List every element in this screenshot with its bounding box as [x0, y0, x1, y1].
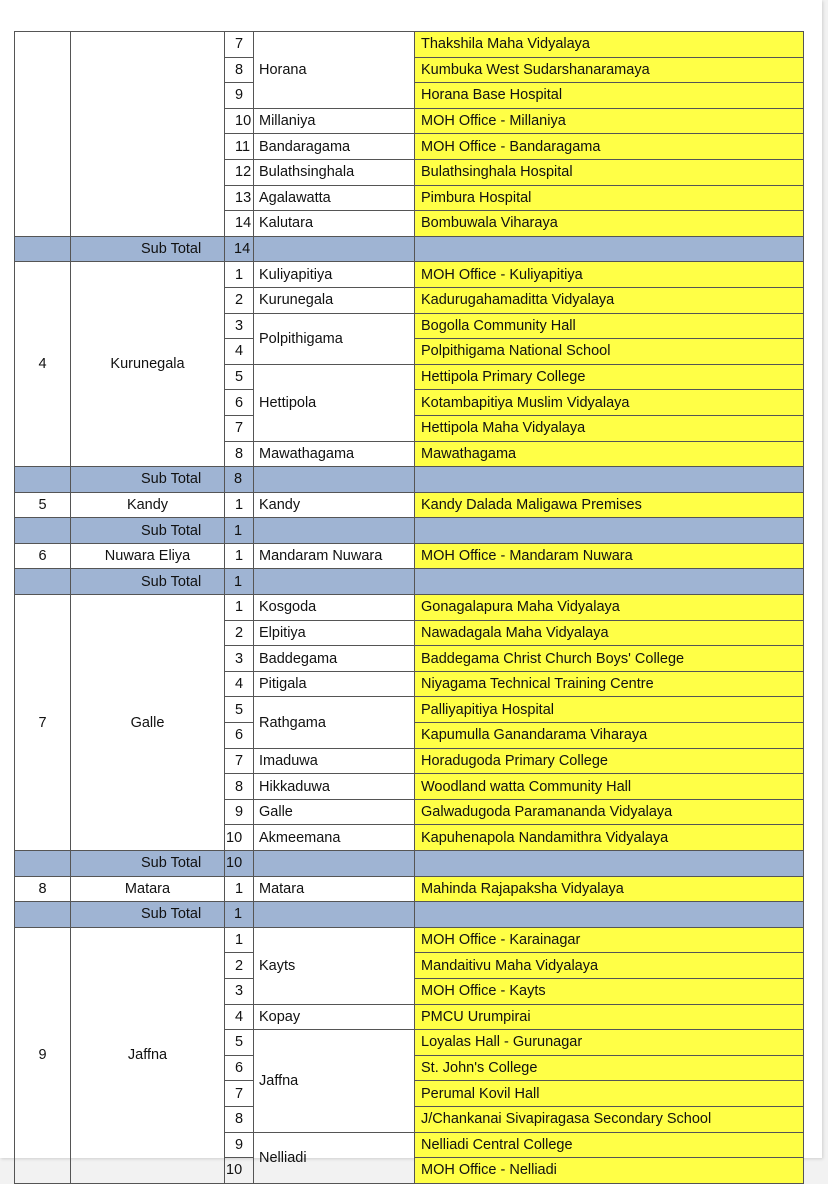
subtotal-spacer [254, 902, 415, 928]
centre-name: J/Chankanai Sivapiragasa Secondary School [415, 1106, 804, 1132]
row-number: 9 [225, 1132, 254, 1158]
moh-area: Kayts [254, 927, 415, 1004]
centre-name: Bulathsinghala Hospital [415, 159, 804, 185]
subtotal-label: Sub Total [71, 902, 225, 928]
centre-name: PMCU Urumpirai [415, 1004, 804, 1030]
row-number: 4 [225, 671, 254, 697]
row-number: 1 [225, 927, 254, 953]
centre-name: Hettipola Primary College [415, 364, 804, 390]
subtotal-label: Sub Total [71, 236, 225, 262]
row-number: 7 [225, 32, 254, 58]
row-number: 5 [225, 697, 254, 723]
moh-area: Kandy [254, 492, 415, 518]
subtotal-spacer [254, 518, 415, 544]
subtotal-row [15, 902, 804, 928]
subtotal-label: Sub Total [71, 851, 225, 877]
moh-area: Baddegama [254, 646, 415, 672]
moh-area: Polpithigama [254, 313, 415, 364]
centre-name: Palliyapitiya Hospital [415, 697, 804, 723]
row-number: 2 [225, 620, 254, 646]
moh-area: Akmeemana [254, 825, 415, 851]
centre-name: Niyagama Technical Training Centre [415, 671, 804, 697]
subtotal-value: 1 [225, 518, 254, 544]
centre-name: MOH Office - Kuliyapitiya [415, 262, 804, 288]
district-name: Matara [71, 876, 225, 902]
subtotal-label: Sub Total [71, 467, 225, 493]
subtotal-spacer [415, 902, 804, 928]
row-number: 7 [225, 415, 254, 441]
district-no-cell [15, 32, 71, 237]
subtotal-spacer [15, 467, 71, 493]
row-number: 10 [225, 825, 254, 851]
row-number: 6 [225, 723, 254, 749]
subtotal-spacer [415, 518, 804, 544]
moh-area: Jaffna [254, 1030, 415, 1132]
subtotal-spacer [415, 236, 804, 262]
district-no: 9 [15, 927, 71, 1183]
row-number: 14 [225, 211, 254, 237]
subtotal-spacer [15, 569, 71, 595]
moh-area: Elpitiya [254, 620, 415, 646]
subtotal-row [15, 518, 804, 544]
centre-name: Thakshila Maha Vidyalaya [415, 32, 804, 58]
centre-name: Loyalas Hall - Gurunagar [415, 1030, 804, 1056]
district-no: 6 [15, 543, 71, 569]
subtotal-spacer [254, 569, 415, 595]
subtotal-spacer [15, 851, 71, 877]
moh-area: Bulathsinghala [254, 159, 415, 185]
centre-name: Kumbuka West Sudarshanaramaya [415, 57, 804, 83]
moh-area: Millaniya [254, 108, 415, 134]
subtotal-spacer [254, 467, 415, 493]
row-number: 3 [225, 313, 254, 339]
moh-area: Kopay [254, 1004, 415, 1030]
centre-name: Hettipola Maha Vidyalaya [415, 415, 804, 441]
moh-area: Mandaram Nuwara [254, 543, 415, 569]
district-name: Kandy [71, 492, 225, 518]
row-number: 7 [225, 748, 254, 774]
subtotal-spacer [254, 851, 415, 877]
subtotal-spacer [415, 851, 804, 877]
centre-name: MOH Office - Mandaram Nuwara [415, 543, 804, 569]
centre-name: Galwadugoda Paramananda Vidyalaya [415, 799, 804, 825]
subtotal-value: 14 [225, 236, 254, 262]
moh-area: Kuliyapitiya [254, 262, 415, 288]
row-number: 10 [225, 108, 254, 134]
row-number: 1 [225, 262, 254, 288]
moh-area: Mawathagama [254, 441, 415, 467]
moh-area: Galle [254, 799, 415, 825]
moh-area: Kurunegala [254, 287, 415, 313]
centre-name: MOH Office - Karainagar [415, 927, 804, 953]
district-name: Galle [71, 595, 225, 851]
row-number: 7 [225, 1081, 254, 1107]
vaccination-centres-table [14, 31, 804, 1184]
subtotal-spacer [15, 518, 71, 544]
table-row [15, 927, 804, 953]
subtotal-label: Sub Total [71, 518, 225, 544]
moh-area: Pitigala [254, 671, 415, 697]
row-number: 12 [225, 159, 254, 185]
centre-name: Polpithigama National School [415, 339, 804, 365]
centre-name: Bombuwala Viharaya [415, 211, 804, 237]
moh-area: Kalutara [254, 211, 415, 237]
district-name-cell [71, 32, 225, 237]
row-number: 6 [225, 1055, 254, 1081]
subtotal-row [15, 236, 804, 262]
moh-area: Bandaragama [254, 134, 415, 160]
district-no: 8 [15, 876, 71, 902]
centre-name: MOH Office - Millaniya [415, 108, 804, 134]
row-number: 4 [225, 1004, 254, 1030]
centre-name: Gonagalapura Maha Vidyalaya [415, 595, 804, 621]
row-number: 1 [225, 543, 254, 569]
moh-area: Hikkaduwa [254, 774, 415, 800]
subtotal-value: 10 [225, 851, 254, 877]
centre-name: Mandaitivu Maha Vidyalaya [415, 953, 804, 979]
row-number: 13 [225, 185, 254, 211]
row-number: 2 [225, 287, 254, 313]
row-number: 9 [225, 799, 254, 825]
moh-area: Matara [254, 876, 415, 902]
district-name: Jaffna [71, 927, 225, 1183]
moh-area: Hettipola [254, 364, 415, 441]
row-number: 5 [225, 364, 254, 390]
centre-name: Perumal Kovil Hall [415, 1081, 804, 1107]
row-number: 3 [225, 646, 254, 672]
centre-name: MOH Office - Bandaragama [415, 134, 804, 160]
row-number: 10 [225, 1158, 254, 1184]
moh-area: Rathgama [254, 697, 415, 748]
subtotal-row [15, 569, 804, 595]
subtotal-spacer [15, 236, 71, 262]
subtotal-spacer [415, 467, 804, 493]
centre-name: Nawadagala Maha Vidyalaya [415, 620, 804, 646]
centre-name: Mawathagama [415, 441, 804, 467]
centre-name: Kapuhenapola Nandamithra Vidyalaya [415, 825, 804, 851]
moh-area: Imaduwa [254, 748, 415, 774]
centre-name: Woodland watta Community Hall [415, 774, 804, 800]
centre-name: MOH Office - Nelliadi [415, 1158, 804, 1184]
moh-area: Horana [254, 32, 415, 109]
subtotal-spacer [415, 569, 804, 595]
subtotal-row [15, 467, 804, 493]
row-number: 6 [225, 390, 254, 416]
district-name: Nuwara Eliya [71, 543, 225, 569]
subtotal-row [15, 851, 804, 877]
row-number: 4 [225, 339, 254, 365]
subtotal-value: 1 [225, 569, 254, 595]
row-number: 5 [225, 1030, 254, 1056]
row-number: 8 [225, 441, 254, 467]
row-number: 8 [225, 1106, 254, 1132]
subtotal-spacer [15, 902, 71, 928]
table-row [15, 492, 804, 518]
table-row [15, 262, 804, 288]
centre-name: Mahinda Rajapaksha Vidyalaya [415, 876, 804, 902]
district-no: 7 [15, 595, 71, 851]
centre-name: Kotambapitiya Muslim Vidyalaya [415, 390, 804, 416]
row-number: 8 [225, 57, 254, 83]
centre-name: St. John's College [415, 1055, 804, 1081]
table-row [15, 595, 804, 621]
centre-name: Pimbura Hospital [415, 185, 804, 211]
moh-area: Nelliadi [254, 1132, 415, 1183]
district-name: Kurunegala [71, 262, 225, 467]
centre-name: Kapumulla Ganandarama Viharaya [415, 723, 804, 749]
row-number: 3 [225, 978, 254, 1004]
moh-area: Agalawatta [254, 185, 415, 211]
table-row [15, 543, 804, 569]
centre-name: Horana Base Hospital [415, 83, 804, 109]
centre-name: Kadurugahamaditta Vidyalaya [415, 287, 804, 313]
centre-name: Baddegama Christ Church Boys' College [415, 646, 804, 672]
centre-name: Horadugoda Primary College [415, 748, 804, 774]
moh-area: Kosgoda [254, 595, 415, 621]
table-row [15, 876, 804, 902]
subtotal-value: 8 [225, 467, 254, 493]
subtotal-label: Sub Total [71, 569, 225, 595]
row-number: 9 [225, 83, 254, 109]
table-row [15, 32, 804, 58]
row-number: 1 [225, 492, 254, 518]
row-number: 1 [225, 595, 254, 621]
district-no: 5 [15, 492, 71, 518]
subtotal-spacer [254, 236, 415, 262]
district-no: 4 [15, 262, 71, 467]
centre-name: Nelliadi Central College [415, 1132, 804, 1158]
row-number: 2 [225, 953, 254, 979]
centre-name: Bogolla Community Hall [415, 313, 804, 339]
centre-name: Kandy Dalada Maligawa Premises [415, 492, 804, 518]
row-number: 11 [225, 134, 254, 160]
subtotal-value: 1 [225, 902, 254, 928]
row-number: 8 [225, 774, 254, 800]
row-number: 1 [225, 876, 254, 902]
centre-name: MOH Office - Kayts [415, 978, 804, 1004]
